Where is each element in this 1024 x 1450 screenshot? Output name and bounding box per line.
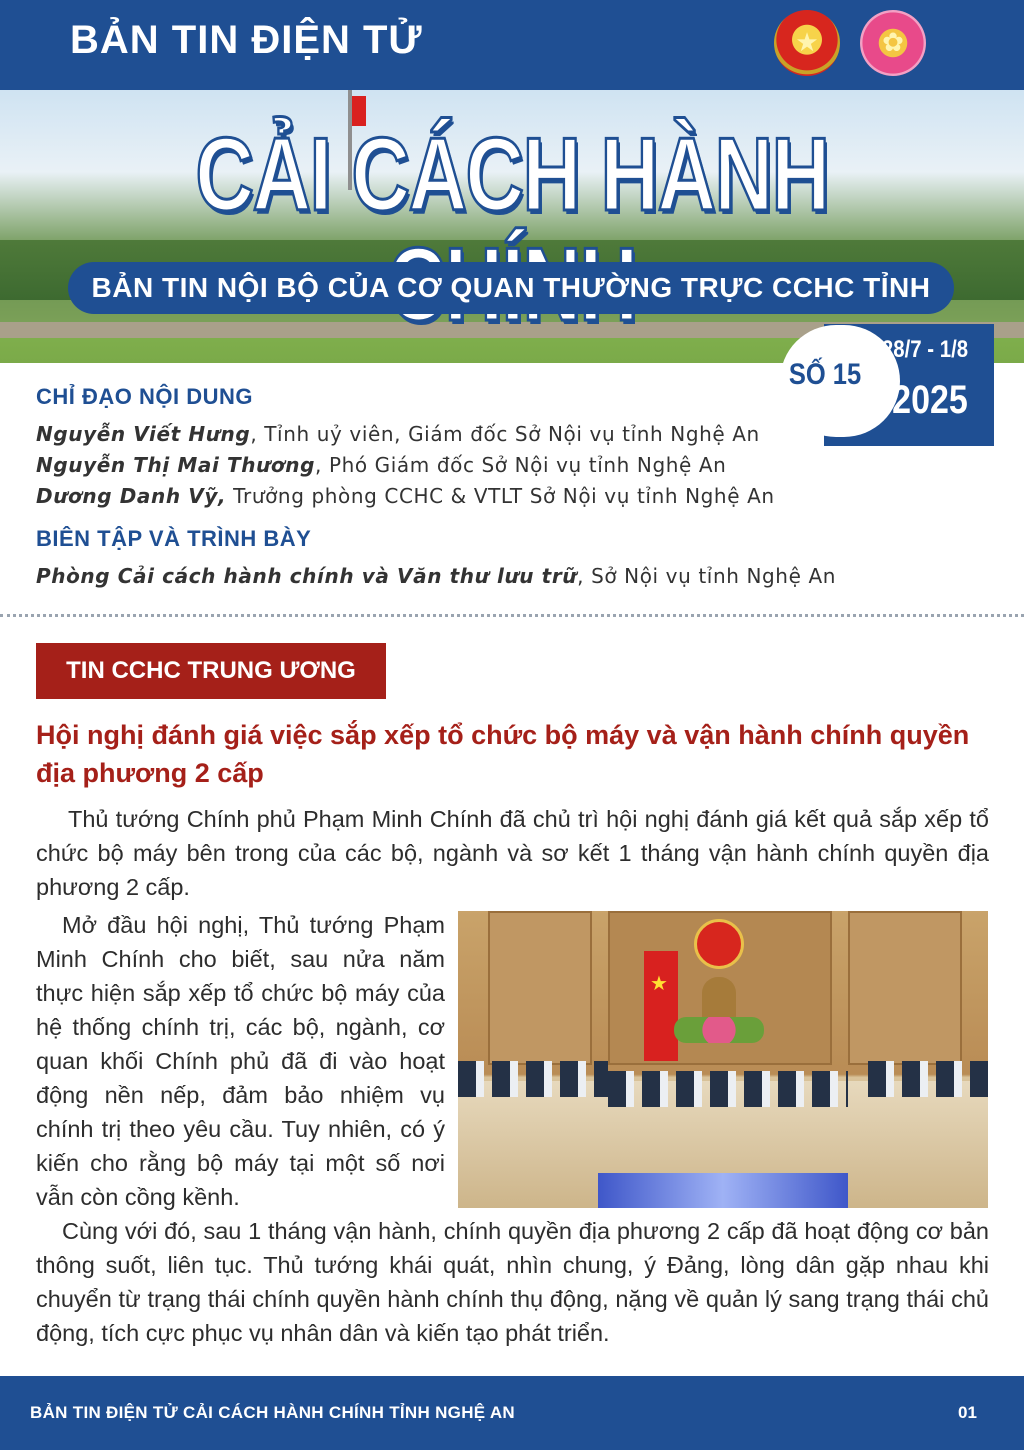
footer-text: BẢN TIN ĐIỆN TỬ CẢI CÁCH HÀNH CHÍNH TỈNH NGHỆ AN [30, 1403, 515, 1422]
masthead-title: CẢI CÁCH HÀNH [195, 117, 829, 233]
article-title: Hội nghị đánh giá việc sắp xếp tổ chức bộ máy và vận hành chính quyền địa phương 2 cấp [36, 720, 970, 788]
photo-flowers [674, 1017, 764, 1043]
photo-people [608, 1071, 848, 1107]
newsletter-label: BẢN TIN ĐIỆN TỬ [70, 18, 423, 62]
article-paragraph: Mở đầu hội nghị, Thủ tướng Phạm Minh Chính cho biết, sau nửa năm thực hiện sắp xếp tổ chức bộ máy của hệ thống chính trị, các bộ, ngành, cơ quan khối Chính phủ đã đi vào hoạt động nền nếp, đảm bảo nhiệm vụ chính trị theo yêu cầu. Tuy nhiên, có ý kiến cho rằng bộ máy tại một số nơi vẫn còn cồng kềnh. [36, 912, 445, 1210]
director-name: Nguyễn Viết Hưng [36, 422, 251, 446]
editor-heading: BIÊN TẬP VÀ TRÌNH BÀY [36, 526, 312, 551]
director-role: , Phó Giám đốc Sở Nội vụ tỉnh Nghệ An [315, 453, 727, 477]
dotted-divider [0, 614, 1024, 617]
director-role: Trưởng phòng CCHC & VTLT Sở Nội vụ tỉnh Nghệ An [226, 484, 775, 508]
article-paragraph: Cùng với đó, sau 1 tháng vận hành, chính quyền địa phương 2 cấp đã hoạt động cơ bản thông suốt, liên tục. Thủ tướng khái quát, nhìn chung, ý Đảng, lòng dân gặp nhau khi chuyển từ trạng thái chính quyền hành chính thụ động, nặng về quản lý sang trạng thái chủ động, tích cực phục vụ nhân dân và kiến tạo phát triển. [36, 1218, 989, 1346]
section-tag: TIN CCHC TRUNG ƯƠNG [36, 643, 386, 699]
article-paragraph: Thủ tướng Chính phủ Phạm Minh Chính đã chủ trì hội nghị đánh giá kết quả sắp xếp tổ chức bộ máy bên trong của các bộ, ngành và sơ kết 1 tháng vận hành chính quyền địa phương 2 cấp. [36, 806, 989, 900]
issue-year: 2025 [892, 378, 968, 422]
photo-wall-panel [848, 911, 962, 1065]
national-emblem-icon: ★ [774, 10, 840, 76]
director-name: Dương Danh Vỹ, [36, 484, 227, 508]
editor-name: Phòng Cải cách hành chính và Văn thư lưu trữ [36, 564, 578, 588]
photo-people [868, 1061, 988, 1097]
photo-emblem [694, 919, 744, 969]
issue-date-range: 28/7 - 1/8 [881, 336, 969, 363]
director-line [36, 484, 775, 508]
photo-flag [644, 951, 678, 1061]
meeting-photo [458, 911, 988, 1208]
director-line [36, 453, 726, 477]
content-director-heading: CHỈ ĐẠO NỘI DUNG [36, 384, 253, 409]
director-name: Nguyễn Thị Mai Thương [36, 453, 316, 477]
photo-wall-panel [488, 911, 592, 1065]
director-role: , Tỉnh uỷ viên, Giám đốc Sở Nội vụ tỉnh Nghệ An [250, 422, 760, 446]
masthead-subtitle: BẢN TIN NỘI BỘ CỦA CƠ QUAN THƯỜNG TRỰC CCHC TỈNH [68, 262, 954, 314]
editor-role: , Sở Nội vụ tỉnh Nghệ An [577, 564, 836, 588]
photo-people [458, 1061, 608, 1097]
issue-number: SỐ 15 [788, 358, 862, 391]
page-number: 01 [958, 1403, 977, 1422]
director-line [36, 422, 760, 446]
photo-screen [598, 1173, 848, 1208]
editor-line [36, 564, 836, 588]
lotus-emblem-icon: ✿ [860, 10, 926, 76]
